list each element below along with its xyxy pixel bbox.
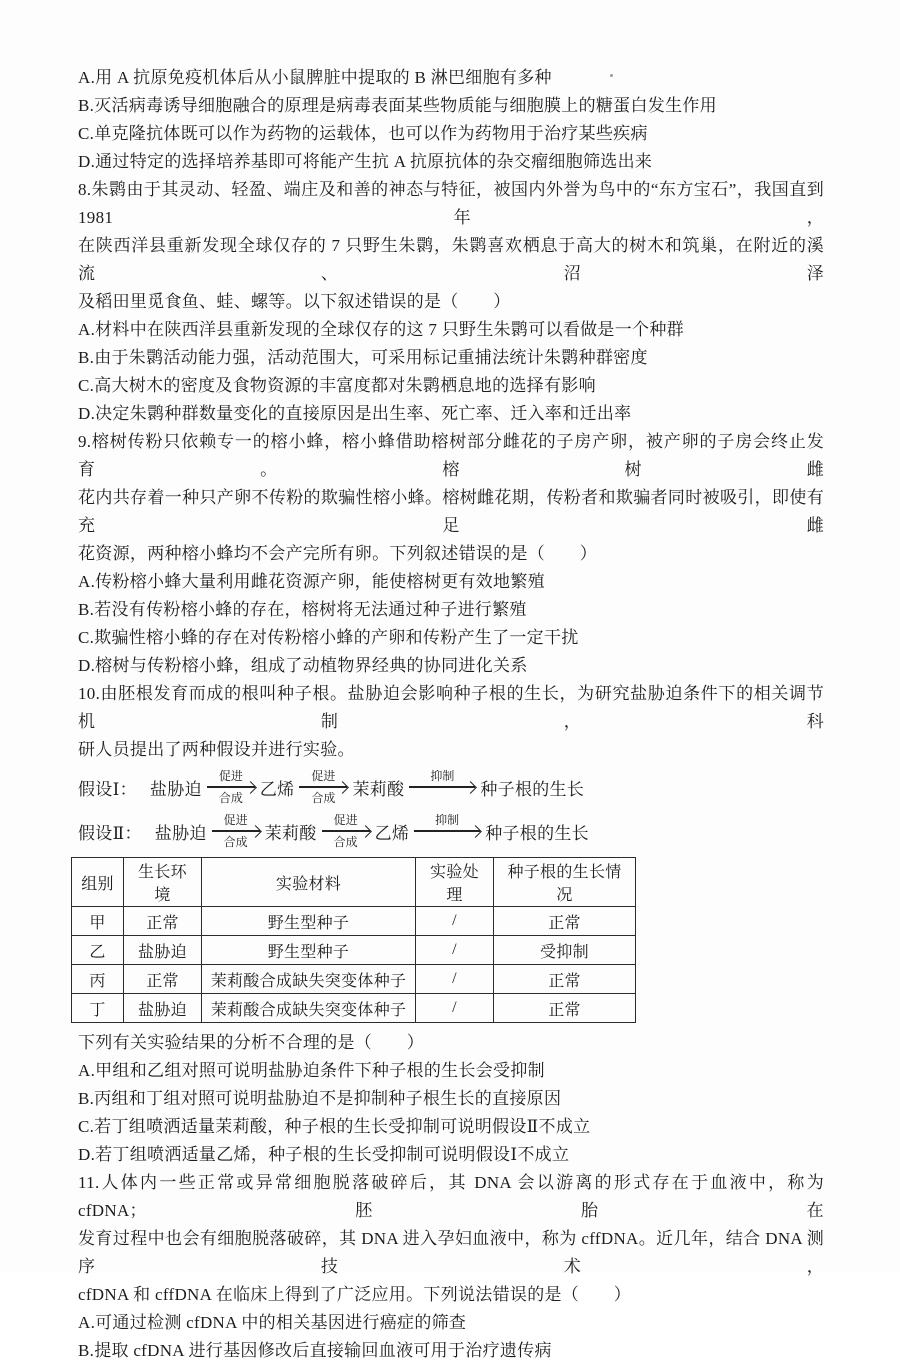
header-result: 种子根的生长情况: [494, 858, 636, 907]
arrow-promote-synthesis: [322, 813, 370, 849]
option-B: B.若没有传粉榕小蜂的存在，榕树将无法通过种子进行繁殖: [78, 600, 527, 619]
question-prompt-line: 下列有关实验结果的分析不合理的是（ ）: [78, 1033, 424, 1052]
arrow-shaft: [212, 827, 260, 835]
arrow-top-label: 促进: [311, 769, 336, 783]
node-salt-stress: 盐胁迫: [154, 823, 207, 843]
arrow-promote-synthesis: [299, 769, 347, 805]
question-8: [78, 176, 824, 428]
arrow-bottom-label: 合成: [223, 835, 248, 849]
arrow-shaft: [299, 783, 347, 791]
question-11: [78, 1169, 824, 1365]
question-stem-line: 10.由胚根发育而成的根叫种子根。盐胁迫会影响种子根的生长，为研究盐胁迫条件下的相关调节机制，科: [78, 684, 824, 731]
arrow-shaft: [409, 783, 475, 791]
arrow-top-label: 促进: [333, 813, 358, 827]
header-group: 组别: [72, 858, 124, 907]
table-row: [72, 994, 636, 1023]
header-material: 实验材料: [202, 858, 416, 907]
arrow-top-label: 抑制: [435, 813, 460, 827]
cell: 茉莉酸合成缺失突变体种子: [202, 994, 416, 1023]
hypothesis-1-row: [78, 766, 824, 808]
hypothesis-2-row: [78, 810, 824, 852]
arrow-promote-synthesis: [207, 769, 255, 805]
question-9: [78, 428, 824, 680]
arrow-inhibit: [414, 813, 480, 849]
option-C: C.单克隆抗体既可以作为药物的运载体，也可以作为药物用于治疗某些疾病: [78, 124, 648, 143]
arrow-inhibit: [409, 769, 475, 805]
cell: 乙: [72, 936, 124, 965]
option-D: D.决定朱鹮种群数量变化的直接原因是出生率、死亡率、迁入率和迁出率: [78, 404, 632, 423]
option-C: C.若丁组喷洒适量茉莉酸，种子根的生长受抑制可说明假设Ⅱ不成立: [78, 1117, 591, 1136]
cell: 丁: [72, 994, 124, 1023]
arrow-bottom-label: 合成: [333, 835, 358, 849]
cell: 盐胁迫: [124, 994, 202, 1023]
cell: 茉莉酸合成缺失突变体种子: [202, 965, 416, 994]
cell: 正常: [494, 907, 636, 936]
question-stem-line: 8.朱鹮由于其灵动、轻盈、端庄及和善的神态与特征，被国内外誉为鸟中的“东方宝石”，我国直到 1981 年，: [78, 180, 824, 227]
node-seed-root-growth: 种子根的生长: [485, 823, 589, 843]
arrow-shaft: [207, 783, 255, 791]
option-B: B.提取 cfDNA 进行基因修改后直接输回血液可用于治疗遗传病: [78, 1341, 552, 1360]
cell: 受抑制: [494, 936, 636, 965]
question-stem-line: 11.人体内一些正常或异常细胞脱落破碎后，其 DNA 会以游离的形式存在于血液中，称为 cfDNA；胚胎在: [78, 1173, 824, 1220]
node-ethylene: 乙烯: [374, 823, 410, 843]
option-C: C.高大树木的密度及食物资源的丰富度都对朱鹮栖息地的选择有影响: [78, 376, 596, 395]
table-row: [72, 965, 636, 994]
question-stem-line: 及稻田里觅食鱼、蛙、螺等。以下叙述错误的是（ ）: [78, 292, 511, 311]
node-salt-stress: 盐胁迫: [149, 779, 202, 799]
question-stem-line: 花内共存着一种只产卵不传粉的欺骗性榕小蜂。榕树雌花期，传粉者和欺骗者同时被吸引，即使有充足雌: [78, 488, 824, 535]
cell: 盐胁迫: [124, 936, 202, 965]
cell: 正常: [124, 965, 202, 994]
question-stem-line: 研人员提出了两种假设并进行实验。: [78, 740, 355, 759]
cell: 丙: [72, 965, 124, 994]
hypothesis-1-label: 假设Ⅰ：: [78, 779, 137, 799]
node-ethylene: 乙烯: [259, 779, 295, 799]
experiment-table: [71, 857, 636, 1023]
exam-content: [78, 64, 824, 1365]
arrow-shaft: [322, 827, 370, 835]
option-A: A.传粉榕小蜂大量利用雌花资源产卵，能使榕树更有效地繁殖: [78, 572, 545, 591]
arrow-promote-synthesis: [212, 813, 260, 849]
question-stem-line: 9.榕树传粉只依赖专一的榕小蜂，榕小蜂借助榕树部分雌花的子房产卵，被产卵的子房会终止发育。榕树雌: [78, 432, 824, 479]
cell: 野生型种子: [202, 936, 416, 965]
question-7-options: [78, 64, 824, 176]
cell: 正常: [494, 965, 636, 994]
table-header-row: [72, 858, 636, 907]
option-A: A.可通过检测 cfDNA 中的相关基因进行癌症的筛查: [78, 1313, 467, 1332]
option-A: A.甲组和乙组对照可说明盐胁迫条件下种子根的生长会受抑制: [78, 1061, 545, 1080]
cell: 正常: [494, 994, 636, 1023]
cell: /: [416, 965, 494, 994]
arrow-shaft: [414, 827, 480, 835]
option-A: A.用 A 抗原免疫机体后从小鼠脾脏中提取的 B 淋巴细胞有多种: [78, 68, 552, 87]
arrow-top-label: 促进: [218, 769, 243, 783]
option-B: B.由于朱鹮活动能力强，活动范围大，可采用标记重捕法统计朱鹮种群密度: [78, 348, 648, 367]
table-row: [72, 907, 636, 936]
arrow-bottom-label: 合成: [218, 791, 243, 805]
question-10: [78, 680, 824, 1169]
cell: /: [416, 994, 494, 1023]
question-stem-line: 花资源，两种榕小蜂均不会产完所有卵。下列叙述错误的是（ ）: [78, 544, 597, 563]
arrow-bottom-label: 合成: [311, 791, 336, 805]
cell: 甲: [72, 907, 124, 936]
hypothesis-2-label: 假设Ⅱ：: [78, 823, 142, 843]
header-treatment: 实验处理: [416, 858, 494, 907]
cell: 正常: [124, 907, 202, 936]
cell: 野生型种子: [202, 907, 416, 936]
question-stem-line: 发育过程中也会有细胞脱落破碎，其 DNA 进入孕妇血液中，称为 cffDNA。近几年，结合 DNA 测序技术，: [78, 1229, 824, 1276]
table-row: [72, 936, 636, 965]
node-seed-root-growth: 种子根的生长: [480, 779, 585, 799]
header-environment: 生长环境: [124, 858, 202, 907]
option-C: C.欺骗性榕小蜂的存在对传粉榕小蜂的产卵和传粉产生了一定干扰: [78, 628, 579, 647]
option-D: D.若丁组喷洒适量乙烯，种子根的生长受抑制可说明假设Ⅰ不成立: [78, 1145, 570, 1164]
option-D: D.通过特定的选择培养基即可将能产生抗 A 抗原抗体的杂交瘤细胞筛选出来: [78, 152, 653, 171]
cell: /: [416, 907, 494, 936]
option-D: D.榕树与传粉榕小蜂，组成了动植物界经典的协同进化关系: [78, 656, 528, 675]
question-stem-line: 在陕西洋县重新发现全球仅存的 7 只野生朱鹮，朱鹮喜欢栖息于高大的树木和筑巢，在附近的溪流、沼泽: [78, 236, 824, 283]
option-B: B.灭活病毒诱导细胞融合的原理是病毒表面某些物质能与细胞膜上的糖蛋白发生作用: [78, 96, 717, 115]
option-B: B.丙组和丁组对照可说明盐胁迫不是抑制种子根生长的直接原因: [78, 1089, 562, 1108]
node-jasmonic-acid: 茉莉酸: [352, 779, 405, 799]
option-A: A.材料中在陕西洋县重新发现的全球仅存的这 7 只野生朱鹮可以看做是一个种群: [78, 320, 684, 339]
arrow-top-label: 抑制: [430, 769, 455, 783]
node-jasmonic-acid: 茉莉酸: [264, 823, 317, 843]
question-stem-line: cfDNA 和 cffDNA 在临床上得到了广泛应用。下列说法错误的是（ ）: [78, 1285, 632, 1304]
cell: /: [416, 936, 494, 965]
arrow-top-label: 促进: [223, 813, 248, 827]
